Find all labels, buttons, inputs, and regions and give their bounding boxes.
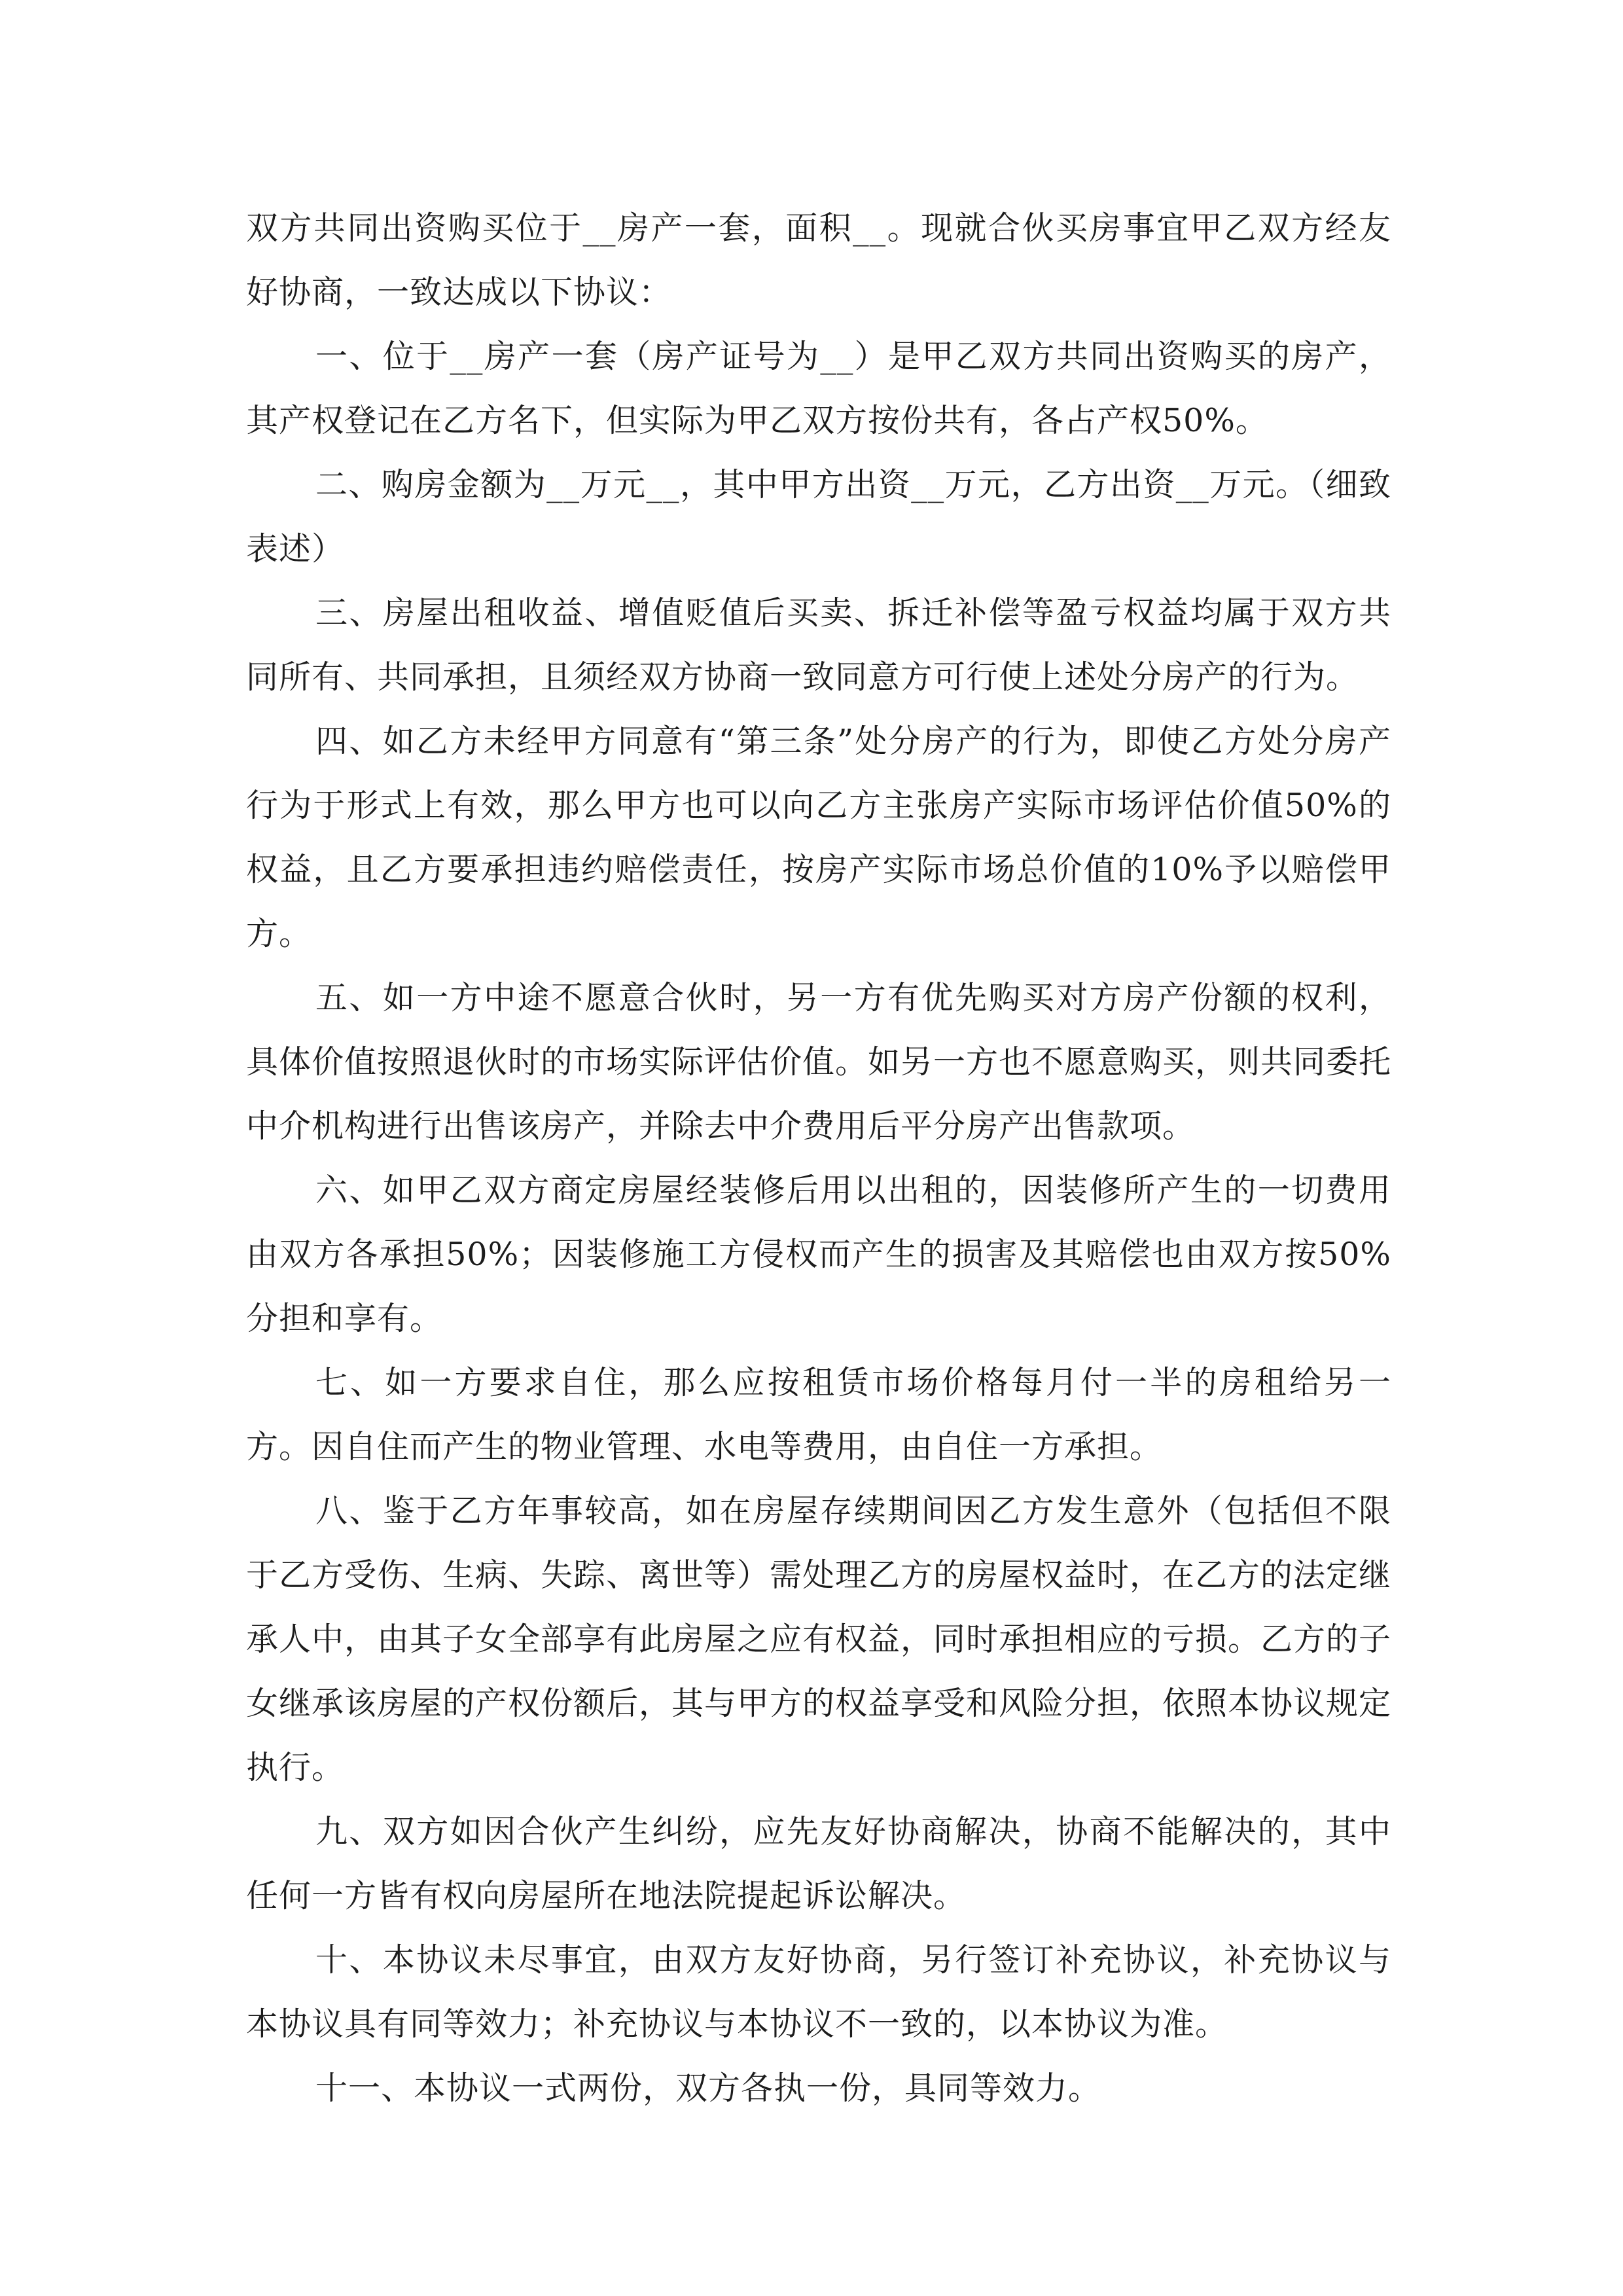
clause-7: 七、如一方要求自住，那么应按租赁市场价格每月付一半的房租给另一方。因自住而产生的物业管理、水电等费用，由自住一方承担。 bbox=[246, 1364, 1391, 1465]
clause-10: 十、本协议未尽事宜，由双方友好协商，另行签订补充协议，补充协议与本协议具有同等效力；补充协议与本协议不一致的，以本协议为准。 bbox=[246, 1941, 1391, 2043]
clause-3: 三、房屋出租收益、增值贬值后买卖、拆迁补偿等盈亏权益均属于双方共同所有、共同承担，且须经双方协商一致同意方可行使上述处分房产的行为。 bbox=[246, 594, 1391, 696]
agreement-body bbox=[246, 196, 1391, 2121]
clause-11: 十一、本协议一式两份，双方各执一份，具同等效力。 bbox=[315, 2070, 1101, 2107]
clause-9: 九、双方如因合伙产生纠纷，应先友好协商解决，协商不能解决的，其中任何一方皆有权向房屋所在地法院提起诉讼解决。 bbox=[246, 1813, 1391, 1914]
intro-paragraph: 双方共同出资购买位于__房产一套，面积__。现就合伙买房事宜甲乙双方经友好协商，一致达成以下协议： bbox=[246, 209, 1391, 311]
clause-4: 四、如乙方未经甲方同意有“第三条”处分房产的行为，即使乙方处分房产行为于形式上有效，那么甲方也可以向乙方主张房产实际市场评估价值50%的权益，且乙方要承担违约赔偿责任，按房产实际市场总价值的10%予以赔偿甲方。 bbox=[246, 723, 1391, 952]
clause-6: 六、如甲乙双方商定房屋经装修后用以出租的，因装修所产生的一切费用由双方各承担50%；因装修施工方侵权而产生的损害及其赔偿也由双方按50%分担和享有。 bbox=[246, 1172, 1391, 1337]
clause-1: 一、位于__房产一套（房产证号为__）是甲乙双方共同出资购买的房产，其产权登记在乙方名下，但实际为甲乙双方按份共有，各占产权50%。 bbox=[246, 338, 1391, 439]
clause-2: 二、购房金额为__万元__，其中甲方出资__万元，乙方出资__万元。（细致表述） bbox=[246, 466, 1391, 567]
clause-5: 五、如一方中途不愿意合伙时，另一方有优先购买对方房产份额的权利，具体价值按照退伙时的市场实际评估价值。如另一方也不愿意购买，则共同委托中介机构进行出售该房产，并除去中介费用后平分房产出售款项。 bbox=[246, 979, 1392, 1145]
clause-8: 八、鉴于乙方年事较高，如在房屋存续期间因乙方发生意外（包括但不限于乙方受伤、生病、失踪、离世等）需处理乙方的房屋权益时，在乙方的法定继承人中，由其子女全部享有此房屋之应有权益，同时承担相应的亏损。乙方的子女继承该房屋的产权份额后，其与甲方的权益享受和风险分担，依照本协议规定执行。 bbox=[246, 1492, 1392, 1786]
